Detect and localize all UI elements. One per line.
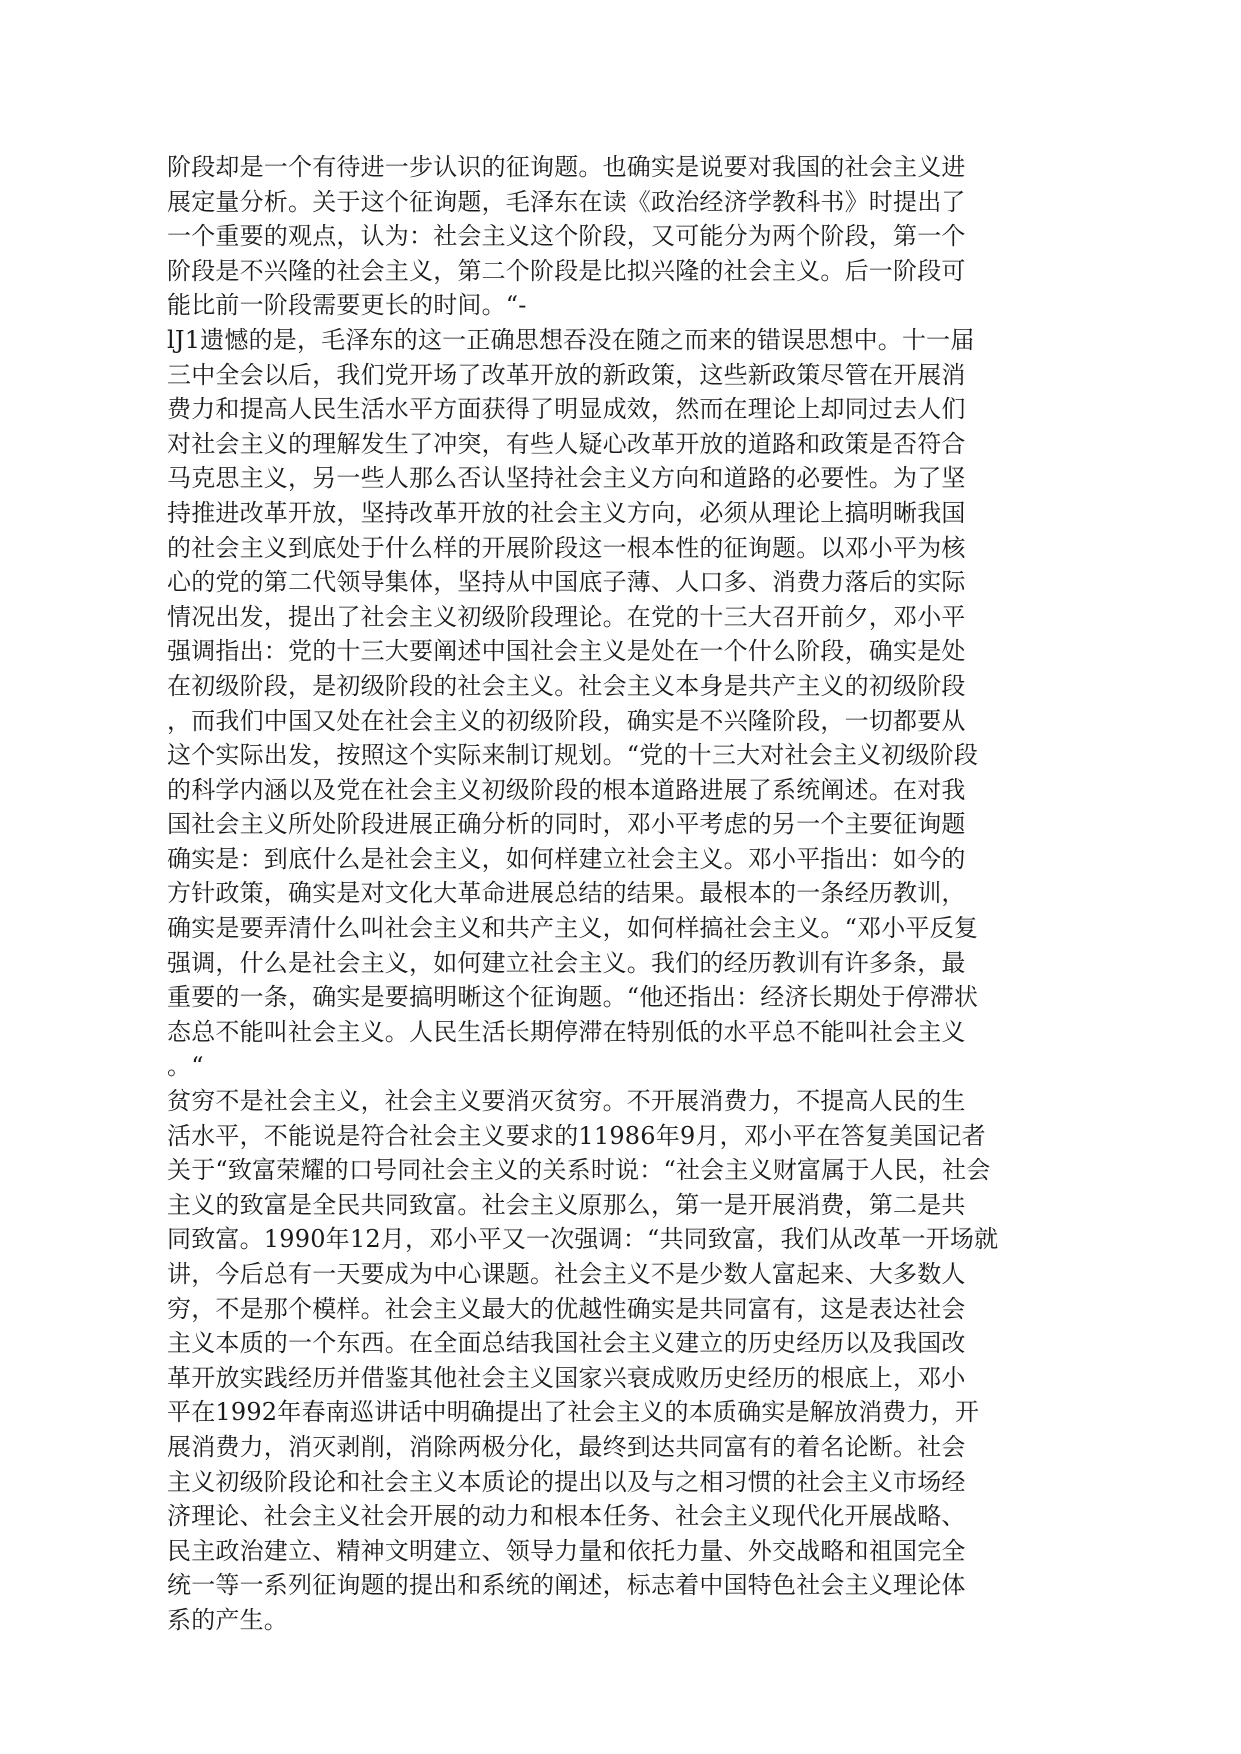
text-line: 主义的致富是全民共同致富。社会主义原那么，第一是开展消费，第二是共 [167,1190,966,1219]
text-line: 情况出发，提出了社会主义初级阶段理论。在党的十三大召开前夕，邓小平 [167,602,966,631]
text-line: 讲，今后总有一天要成为中心课题。社会主义不是少数人富起来、大多数人 [167,1260,966,1288]
text-line: 平在1992年春南巡讲话中明确提出了社会主义的本质确实是解放消费力，开 [167,1398,980,1427]
text-line: 费力和提高人民生活水平方面获得了明显成效，然而在理论上却同过去人们 [167,395,966,424]
text-line: 同致富。1990年12月，邓小平又一次强调：“共同致富，我们从改革一开场就 [167,1225,999,1254]
text-line: 展定量分析。关于这个征询题，毛泽东在读《政治经济学教科书》时提出了 [167,187,966,216]
text-line: 重要的一条，确实是要搞明晰这个征询题。“他还指出：经济长期处于停滞状 [167,983,979,1012]
text-line: 统一等一系列征询题的提出和系统的阐述，标志着中国特色社会主义理论体 [167,1571,966,1600]
text-line: 穷，不是那个模样。社会主义最大的优越性确实是共同富有，这是表达社会 [167,1294,966,1323]
text-line: 关于“致富荣耀的口号同社会主义的关系时说：“社会主义财富属于人民，社会 [167,1156,991,1185]
text-line: 确实是要弄清什么叫社会主义和共产主义，如何样搞社会主义。“邓小平反复 [167,914,979,943]
text-line: 马克思主义，另一些人那么否认坚持社会主义方向和道路的必要性。为了坚 [167,464,966,493]
text-line: 系的产生。 [167,1605,288,1634]
text-line: 在初级阶段，是初级阶段的社会主义。社会主义本身是共产主义的初级阶段 [167,671,966,700]
text-line: 确实是：到底什么是社会主义，如何样建立社会主义。邓小平指出：如今的 [167,844,966,873]
text-line: 三中全会以后，我们党开场了改革开放的新政策，这些新政策尽管在开展消 [167,360,966,389]
text-line: 强调指出：党的十三大要阐述中国社会主义是处在一个什么阶段，确实是处 [167,637,966,666]
text-line: 持推进改革开放，坚持改革开放的社会主义方向，必须从理论上搞明晰我国 [167,498,966,527]
text-line: 阶段是不兴隆的社会主义，第二个阶段是比拟兴隆的社会主义。后一阶段可 [167,256,966,285]
text-line: 阶段却是一个有待进一步认识的征询题。也确实是说要对我国的社会主义进 [167,153,966,181]
text-line: ，而我们中国又处在社会主义的初级阶段，确实是不兴隆阶段，一切都要从 [167,706,966,735]
text-line: 一个重要的观点，认为：社会主义这个阶段，又可能分为两个阶段，第一个 [167,222,966,251]
text-line: 的社会主义到底处于什么样的开展阶段这一根本性的征询题。以邓小平为核 [167,533,966,562]
text-line: 国社会主义所处阶段进展正确分析的同时，邓小平考虑的另一个主要征询题 [167,810,966,839]
text-line: 态总不能叫社会主义。人民生活长期停滞在特别低的水平总不能叫社会主义 [167,1017,966,1046]
text-line: 民主政治建立、精神文明建立、领导力量和依托力量、外交战略和祖国完全 [167,1536,966,1565]
text-line: 的科学内涵以及党在社会主义初级阶段的根本道路进展了系统阐述。在对我 [167,775,966,804]
text-line: 方针政策，确实是对文化大革命进展总结的结果。最根本的一条经历教训， [167,879,966,908]
text-line: 能比前一阶段需要更长的时间。“- [167,291,527,320]
body-text [167,150,1047,1638]
text-line: 这个实际出发，按照这个实际来制订规划。“党的十三大对社会主义初级阶段 [167,741,979,770]
text-line: 展消费力，消灭剥削，消除两极分化，最终到达共同富有的着名论断。社会 [167,1432,966,1461]
text-line: 主义本质的一个东西。在全面总结我国社会主义建立的历史经历以及我国改 [167,1329,966,1358]
text-line: lJ1遗憾的是，毛泽东的这一正确思想吞没在随之而来的错误思想中。十一届 [167,325,975,354]
text-line: 主义初级阶段论和社会主义本质论的提出以及与之相习惯的社会主义市场经 [167,1467,966,1496]
text-line: 对社会主义的理解发生了冲突，有些人疑心改革开放的道路和政策是否符合 [167,429,966,458]
text-line: 强调，什么是社会主义，如何建立社会主义。我们的经历教训有许多条，最 [167,948,966,977]
text-line: 活水平，不能说是符合社会主义要求的11986年9月，邓小平在答复美国记者 [167,1121,986,1150]
text-line: 贫穷不是社会主义，社会主义要消灭贫穷。不开展消费力，不提高人民的生 [167,1087,966,1116]
text-line: 济理论、社会主义社会开展的动力和根本任务、社会主义现代化开展战略、 [167,1502,966,1531]
text-line: 。“ [167,1052,204,1081]
text-line: 革开放实践经历并借鉴其他社会主义国家兴衰成败历史经历的根底上，邓小 [167,1363,966,1392]
text-line: 心的党的第二代领导集体，坚持从中国底子薄、人口多、消费力落后的实际 [167,568,966,597]
